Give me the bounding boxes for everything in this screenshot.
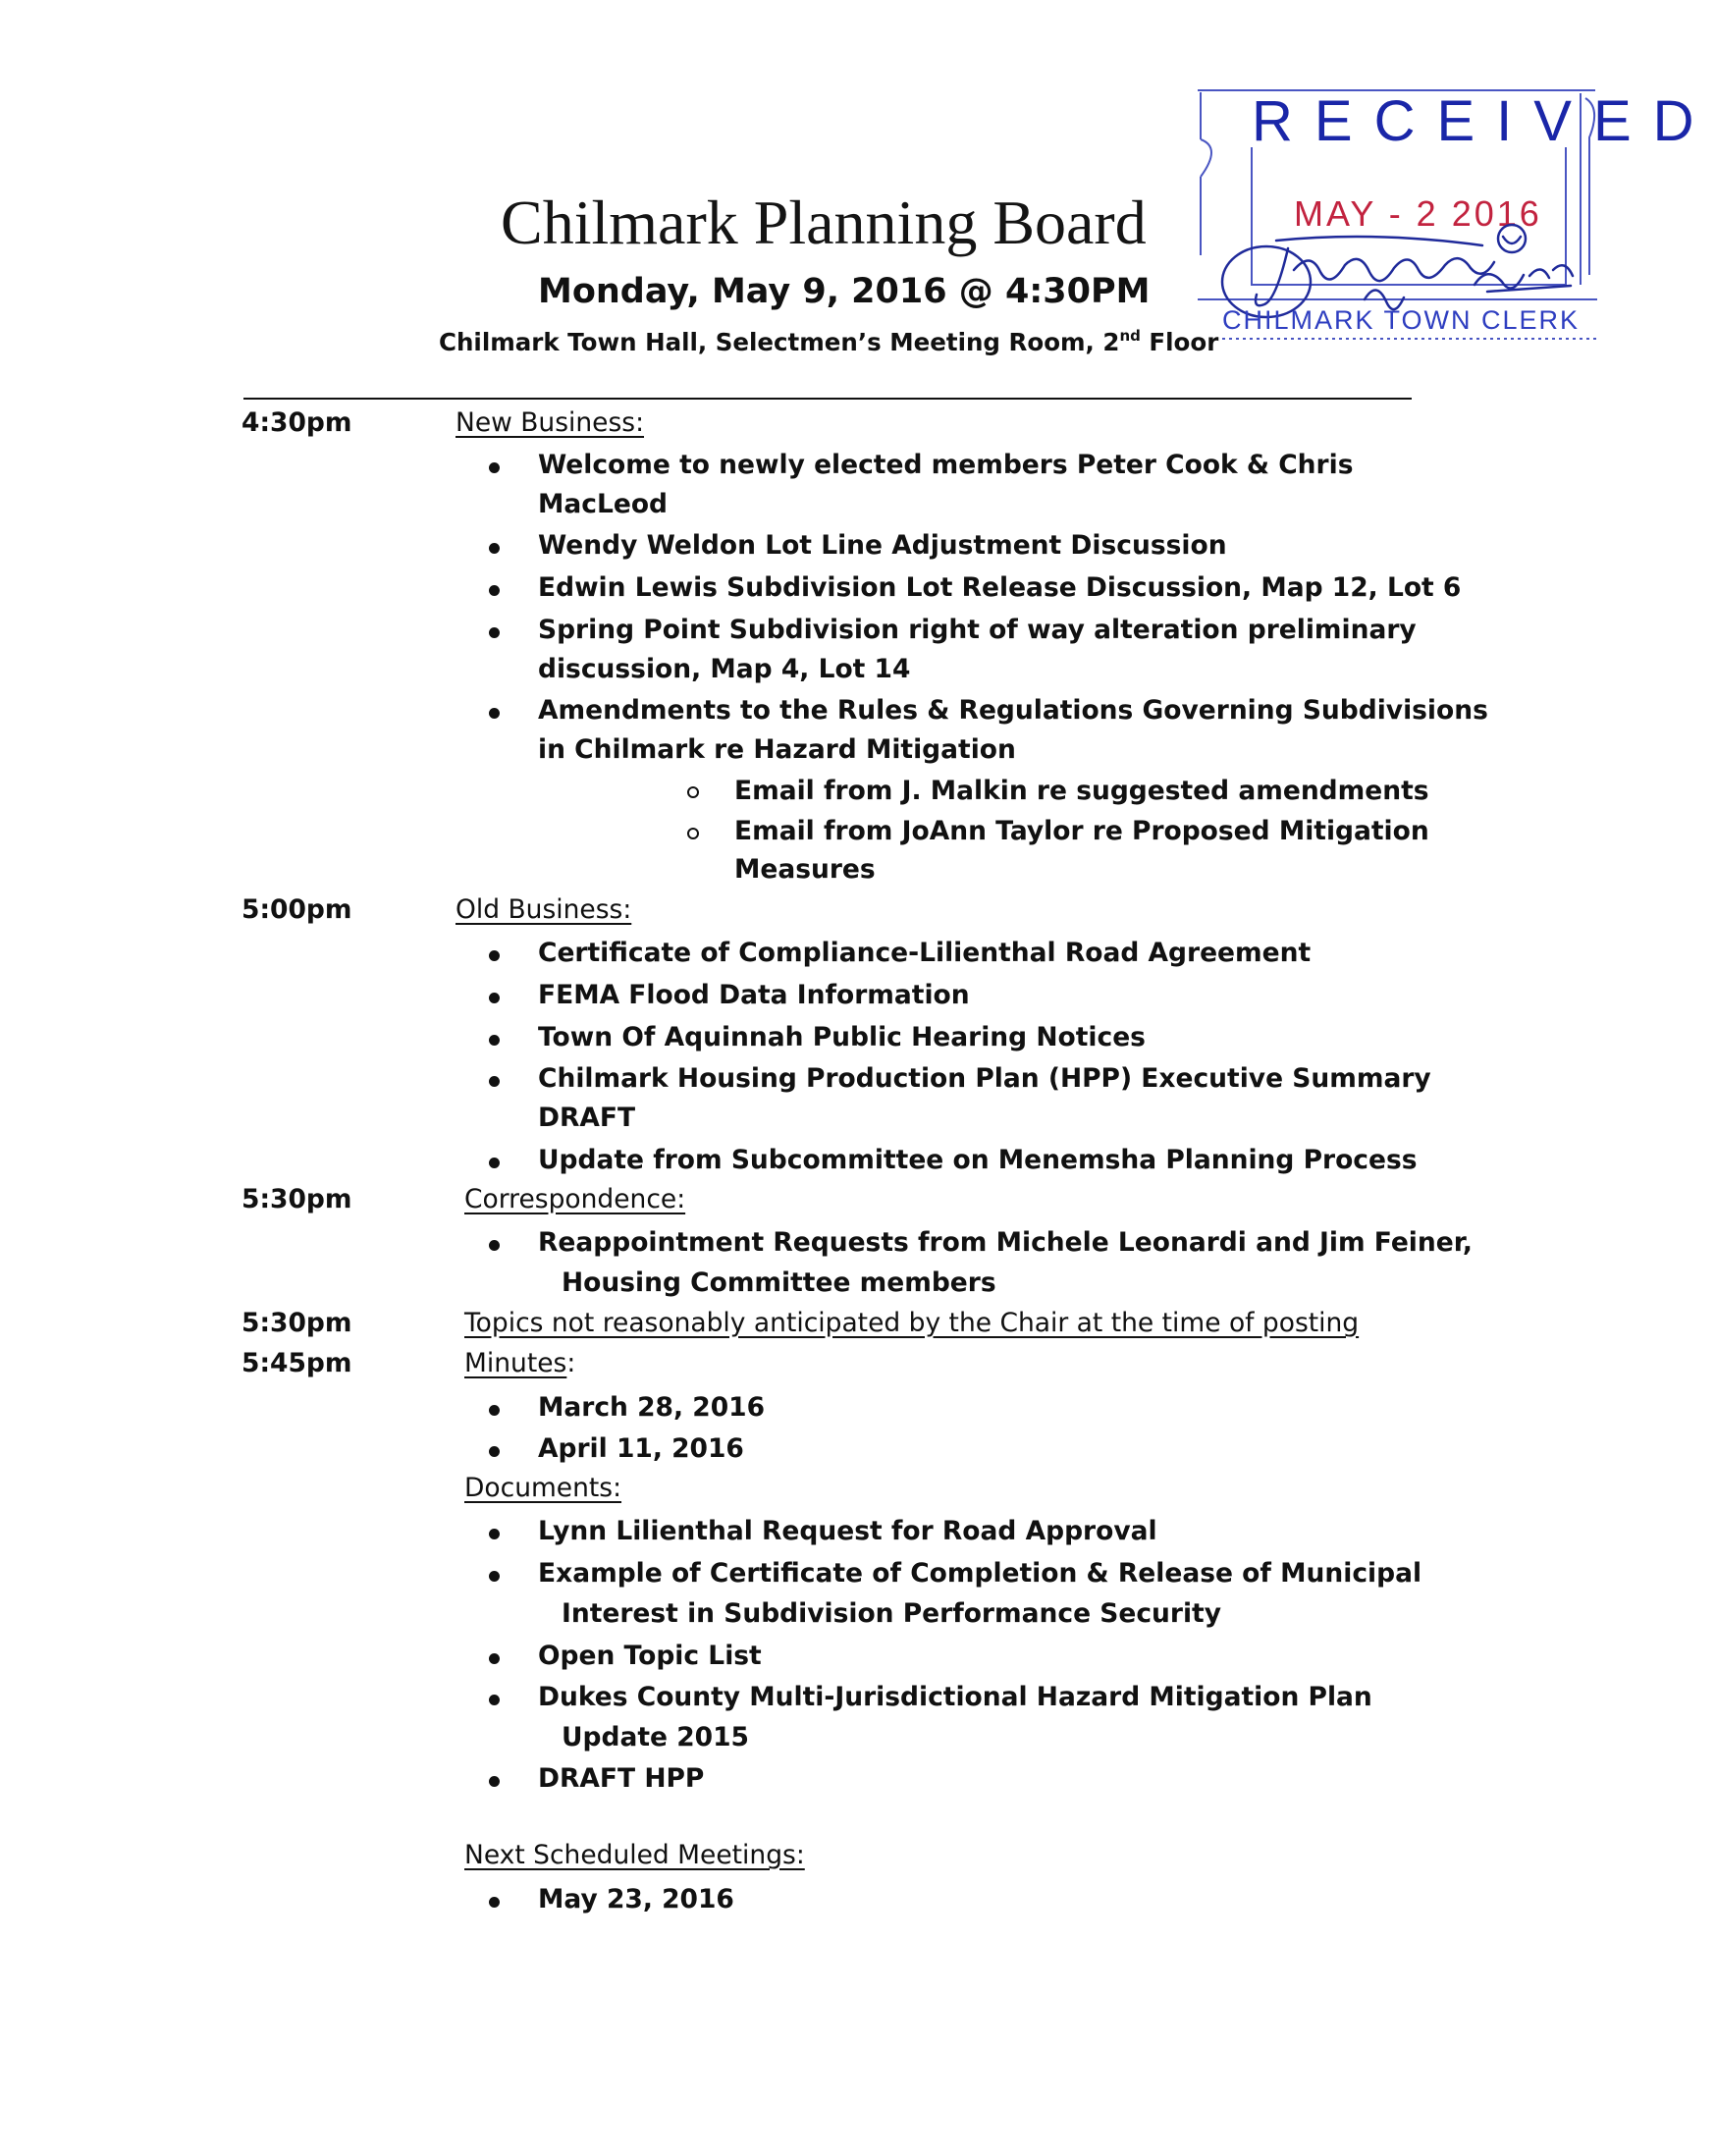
list-item: Update from Subcommittee on Menemsha Planning Process	[538, 1145, 1418, 1175]
list-item: Lynn Lilienthal Request for Road Approval	[538, 1516, 1157, 1546]
time-old-business: 5:00pm	[241, 894, 352, 925]
time-minutes: 5:45pm	[241, 1348, 352, 1378]
list-item: Amendments to the Rules & Regulations Governing Subdivisions	[538, 695, 1488, 726]
list-item: Housing Committee members	[562, 1267, 996, 1298]
list-item: Update 2015	[562, 1722, 749, 1752]
sub-bullet	[687, 786, 699, 798]
heading-topics: Topics not reasonably anticipated by the Chair at the time of posting	[464, 1308, 1360, 1338]
meeting-date: Monday, May 9, 2016 @ 4:30PM	[538, 272, 1151, 311]
meeting-location: Chilmark Town Hall, Selectmen’s Meeting Room, 2nd Floor	[439, 327, 1219, 356]
list-item: Spring Point Subdivision right of way alteration preliminary	[538, 615, 1417, 645]
heading-new-business: New Business:	[456, 407, 645, 438]
list-item: Wendy Weldon Lot Line Adjustment Discussion	[538, 530, 1227, 561]
bullet	[489, 993, 500, 1003]
header-rule	[243, 398, 1412, 400]
sub-list-item: Email from J. Malkin re suggested amendments	[734, 776, 1429, 806]
list-item: Reappointment Requests from Michele Leonardi and Jim Feiner,	[538, 1227, 1473, 1258]
list-item: Interest in Subdivision Performance Security	[562, 1598, 1221, 1629]
bullet	[489, 1405, 500, 1416]
heading-old-business: Old Business:	[456, 894, 632, 925]
bullet	[489, 1035, 500, 1046]
heading-next-meetings: Next Scheduled Meetings:	[464, 1840, 805, 1870]
time-topics: 5:30pm	[241, 1308, 352, 1338]
list-item: discussion, Map 4, Lot 14	[538, 654, 911, 684]
bullet	[489, 585, 500, 596]
bullet	[489, 1897, 500, 1908]
bullet	[489, 462, 500, 473]
sub-list-item: Email from JoAnn Taylor re Proposed Mitigation	[734, 816, 1429, 846]
bullet	[489, 1158, 500, 1168]
list-item: FEMA Flood Data Information	[538, 980, 970, 1010]
list-item: Welcome to newly elected members Peter Cook & Chris	[538, 450, 1354, 480]
heading-documents: Documents:	[464, 1473, 622, 1503]
stamp-clerk-text: CHILMARK TOWN CLERK	[1222, 305, 1581, 335]
list-item: Example of Certificate of Completion & Release of Municipal	[538, 1558, 1422, 1589]
list-item: Chilmark Housing Production Plan (HPP) Executive Summary	[538, 1063, 1431, 1094]
list-item: Dukes County Multi-Jurisdictional Hazard Mitigation Plan	[538, 1682, 1372, 1712]
heading-correspondence: Correspondence:	[464, 1184, 686, 1214]
bullet	[489, 1076, 500, 1087]
bullet	[489, 950, 500, 961]
list-item: May 23, 2016	[538, 1884, 734, 1914]
list-item: Town Of Aquinnah Public Hearing Notices	[538, 1022, 1146, 1052]
board-title: Chilmark Planning Board	[501, 188, 1147, 257]
heading-minutes: Minutes:	[464, 1348, 576, 1378]
stamp-received-text: RECEIVED	[1252, 89, 1716, 153]
list-item: DRAFT HPP	[538, 1763, 705, 1794]
bullet	[489, 627, 500, 638]
list-item: MacLeod	[538, 489, 668, 519]
bullet	[489, 708, 500, 719]
bullet	[489, 1446, 500, 1457]
bullet	[489, 1653, 500, 1664]
sub-bullet	[687, 828, 699, 839]
list-item: March 28, 2016	[538, 1392, 766, 1423]
time-new-business: 4:30pm	[241, 407, 352, 438]
bullet	[489, 1695, 500, 1705]
bullet	[489, 1529, 500, 1539]
stamp-date: MAY - 2 2016	[1294, 193, 1542, 234]
sub-list-item: Measures	[734, 854, 876, 885]
time-correspondence: 5:30pm	[241, 1184, 352, 1214]
bullet	[489, 543, 500, 554]
list-item: April 11, 2016	[538, 1433, 744, 1464]
list-item: Open Topic List	[538, 1641, 762, 1671]
list-item: Edwin Lewis Subdivision Lot Release Discussion, Map 12, Lot 6	[538, 572, 1462, 603]
list-item: DRAFT	[538, 1103, 636, 1133]
list-item: in Chilmark re Hazard Mitigation	[538, 734, 1016, 765]
list-item: Certificate of Compliance-Lilienthal Road Agreement	[538, 938, 1312, 968]
bullet	[489, 1571, 500, 1582]
bullet	[489, 1240, 500, 1251]
bullet	[489, 1776, 500, 1787]
